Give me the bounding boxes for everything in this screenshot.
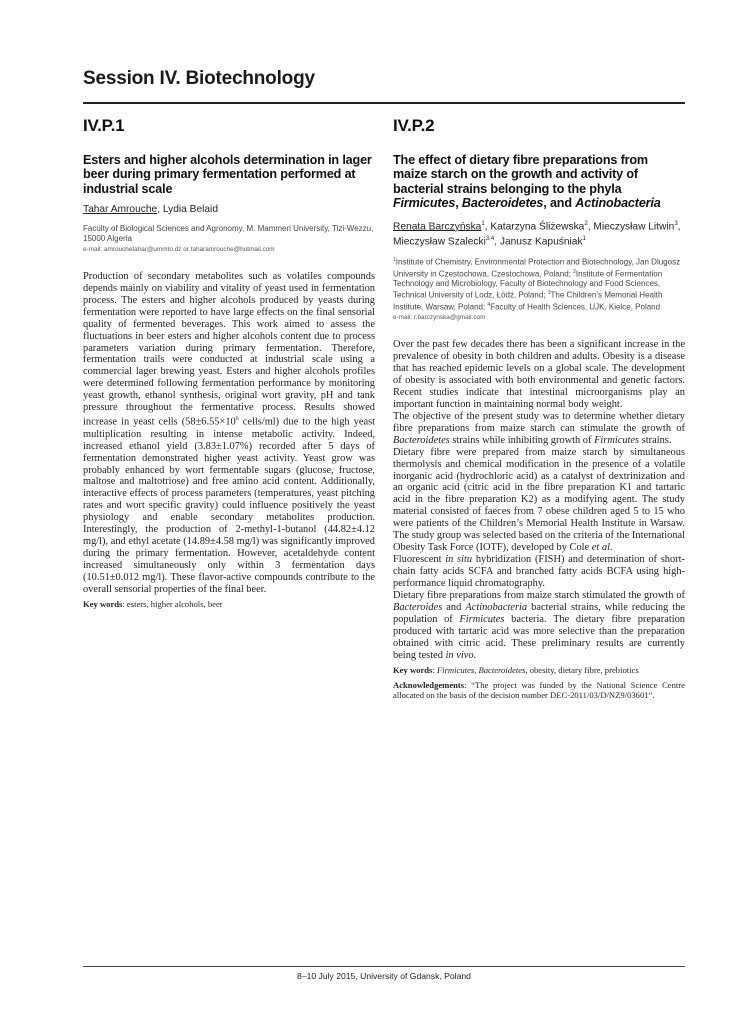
contact-email: e-mail: amrouchetahar@ummto.dz or taharamrouche@hotmail.com <box>83 245 275 253</box>
author: , Mieczysław Litwin <box>587 221 675 233</box>
abstract-column-right <box>393 116 685 701</box>
abstract-paragraph: Dietary fibre preparations from maize starch stimulated the growth of Bacteroides and Actinobacteria bacterial strains, while reducing the population of Firmicutes bacteria. The dietary fibre preparation produced with tartaric acid was more selective than the preparation obtained with citric acid. These preliminary results are currently being tested in vivo. <box>393 590 686 661</box>
keywords <box>83 599 375 610</box>
footer-divider <box>83 966 685 967</box>
author-separator: , <box>157 204 163 216</box>
acknowledgements-label: Acknowledgements <box>393 679 465 690</box>
author-list <box>83 203 375 216</box>
keywords-text: : esters, higher alcohols, beer <box>122 599 223 610</box>
keywords-label: Key words <box>393 664 433 675</box>
keywords-text: , obesity, dietary fibre, prebiotics <box>525 664 639 675</box>
abstract-code: IV.P.2 <box>393 116 435 135</box>
abstract-title: The effect of dietary fibre preparations from maize starch on the growth and activity of bacterial strains belonging to the phyla Firmicutes, Bacteroidetes, and Actinobacteria <box>393 153 661 211</box>
author: , Mieczysław Szalecki <box>393 221 681 248</box>
abstract-paragraph: Dietary fibre were prepared from maize starch by simultaneous thermolysis and chemical modification in the presence of a volatile inorganic acid (hydrochloric acid) as a catalyst of dextrinization and an organic acid (citric acid in the fibre preparation K1 and tartaric acid in the fibre preparation K2) as a modifying agent. The study material consisted of faeces from 7 obese children aged 5 to 15 who were patients of the Children’s Memorial Health Institute in Warsaw. The study group was selected based on the criteria of the International Obesity Task Force (IOTF), developed by Cole et al. <box>393 446 685 554</box>
abstract-paragraph: Over the past few decades there has been a significant increase in the prevalence of obesity in both children and adults. Obesity is a disease that has reached epidemic levels on a global scale. The development of obesity is associated with both environmental and genetic factors. Recent studies indicate that intestinal microorganisms play an important function in maintaining normal body weight. <box>393 339 685 410</box>
header-divider <box>83 102 685 104</box>
acknowledgements-text: : “The project was funded by the National Science Centre allocated on the basis of the decision number DEC-2011/03/D/NZ9/03601”. <box>393 679 685 701</box>
session-title: Session IV. Biotechnology <box>83 68 315 89</box>
abstract-paragraph: Fluorescent in situ hybridization (FISH) and determination of short-chain fatty acids SCFA and branched fatty acids BCFA using high-performance liquid chromatography. <box>393 554 685 590</box>
abstract-paragraph: The objective of the present study was to determine whether dietary fibre preparations from maize starch can stimulate the growth of Bacteroidetes strains while inhibiting growth of Firmicutes strains. <box>393 410 685 446</box>
presenting-author: Renata Barczyńska <box>393 221 482 233</box>
keywords: Key words: Firmicutes, Bacteroidetes, obesity, dietary fibre, prebiotics <box>393 664 639 675</box>
abstract-code: IV.P.1 <box>83 116 125 135</box>
abstract-title: Esters and higher alcohols determination in lager beer during primary fermentation performed at industrial scale <box>83 153 372 196</box>
author-list: Renata Barczyńska$^1$, Katarzyna Śliżewska$^2$, Mieczysław Litwin$^3$, Mieczysław Szalecki$^{3,4}$, Janusz Kapuśniak$^1$ <box>393 220 681 248</box>
affiliation: $^1$Institute of Chemistry, Environmental Protection and Biotechnology, Jan Dlugosz University in Czestochowa, Czestochowa, Poland; $^2$Institute of Fermentation Technology and Microbiology, Faculty of Biotechnology and Food Sciences, Technical University of Lodz, Łódź, Poland; $^3$The Children’s Memorial Health Institute, Warsaw, Poland; $^4$Faculty of Health Sciences, UJK, Kielce, Poland <box>393 257 681 312</box>
abstract-paragraph: Production of secondary metabolites such as volatiles compounds depends mainly on viability and vitality of yeast used in fermentation process. The esters and higher alcohols produced by yeasts during fermentation were reported to have large effects on the final sensorial quality of fermented beverages. This work aimed to assess the fluctuations in beer esters and higher alcohols content due to process parameters variation during primary fermentation. Therefore, fermentation trails were conducted at industrial scale using a commercial lager brewing yeast. Esters and higher alcohols profiles were determined following fermentation performance by monitoring yeast growth, ethanol synthesis, original wort gravity, pH and tank pressure throughout the fermentative process. Results showed increase in yeast cells ($58\pm 6.55\times 10^6$ cells/ml) due to the high yeast multiplication resulting in intense metabolic activity. Indeed, increased ethanol yield (3.83±1.07%) recorded after 5 days of fermentation demonstrated higher yeast activity. Yeast grow was probably enhanced by wort fermentable sugars (glucose, fructose, maltose and maltotriose) and free amino acid content. Additionally, interactive effects of process parameters (temperatures, yeast pitching rates and wort specific gravity) could influence positively the yeast physiology and enable secondary metabolites production. Interestingly, the production of 2-methyl-1-butanol (44.82±4.12 mg/l), and ethyl acetate (14.89±4.58 mg/l) was significantly improved during the primary fermentation. However, acetaldehyde content increased simultaneously only within 3 fermentation days (10.51±0.012 mg/l). These flavor-active compounds contribute to the overall sensorial properties of the final beer. <box>83 270 376 596</box>
author: , Katarzyna Śliżewska <box>484 221 585 233</box>
acknowledgements <box>393 680 685 701</box>
abstract-body <box>83 271 375 596</box>
footer-text: 8–10 July 2015, University of Gdansk, Poland <box>297 971 471 981</box>
abstract-column-left <box>83 116 375 610</box>
contact-email: e-mail: r.barczynska@gmail.com <box>393 314 486 322</box>
abstract-body <box>393 339 685 662</box>
affiliation: Faculty of Biological Sciences and Agronomy, M. Mammeri University, Tizi-Wezzu, 15000 Algeria <box>83 224 374 244</box>
keywords-label: Key words <box>83 599 123 610</box>
presenting-author: Tahar Amrouche <box>83 204 158 216</box>
author: Lydia Belaid <box>162 204 218 216</box>
author: , Janusz Kapuśniak <box>494 236 583 248</box>
